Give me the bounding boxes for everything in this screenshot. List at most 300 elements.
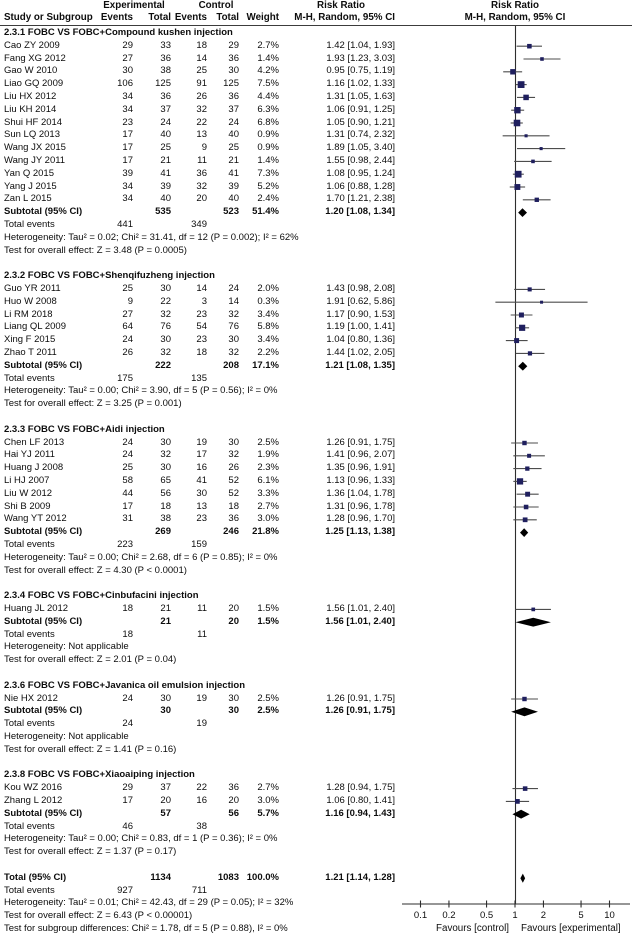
exp-events: 25 [122,462,133,474]
col-risk-ratio-plot: Risk Ratio [491,0,539,11]
stat-note: Test for subgroup differences: Chi² = 1.78, df = 5 (P = 0.88), I² = 0% [4,923,288,934]
ctrl-events-sum: 38 [196,820,207,832]
risk-ratio-ci: 1.20 [1.08, 1.34] [325,206,395,218]
weight: 0.9% [257,142,279,154]
ctrl-events-sum: 19 [196,718,207,730]
exp-events: 25 [122,283,133,294]
exp-events-sum: 441 [117,219,133,230]
risk-ratio-ci: 1.89 [1.05, 3.40] [326,142,395,154]
exp-total: 30 [160,705,171,717]
stat-note: Heterogeneity: Tau² = 0.02; Chi² = 31.41, df = 12 (P = 0.002); I² = 62% [4,231,299,243]
ctrl-events-sum: 349 [191,219,207,230]
ctrl-total: 36 [228,52,239,64]
exp-total: 1134 [150,871,171,883]
exp-total: 24 [160,116,171,128]
risk-ratio-ci: 1.16 [1.02, 1.33] [326,78,395,90]
exp-total: 22 [160,295,171,307]
effect-square [535,198,539,202]
effect-square [514,107,520,113]
ctrl-total: 20 [228,615,239,627]
exp-events: 34 [122,193,133,205]
risk-ratio-ci: 1.56 [1.01, 2.40] [326,603,395,614]
ctrl-total: 36 [228,513,239,525]
ctrl-total: 29 [228,39,239,51]
ctrl-events-sum: 159 [191,539,207,550]
risk-ratio-ci: 1.06 [0.80, 1.41] [326,795,395,806]
ctrl-events: 19 [196,692,207,704]
exp-events: 34 [122,180,133,192]
weight: 2.5% [257,705,279,717]
risk-ratio-ci: 1.08 [0.95, 1.24] [326,167,395,179]
ctrl-total: 20 [228,795,239,806]
weight: 2.7% [257,500,279,512]
ctrl-events: 23 [196,308,207,320]
stat-note: Test for overall effect: Z = 6.43 (P < 0.00001) [4,910,193,922]
ctrl-total: 30 [228,436,239,448]
risk-ratio-ci: 1.31 [1.05, 1.63] [326,91,395,102]
ctrl-total: 30 [228,705,239,717]
effect-square [525,134,528,137]
exp-total: 56 [160,487,171,499]
weight: 21.8% [252,526,279,538]
weight: 2.2% [257,347,279,358]
exp-total: 76 [160,321,171,333]
exp-events: 64 [122,321,133,333]
ctrl-events: 13 [196,500,207,512]
exp-events: 29 [122,782,133,794]
subgroup-heading-label: 2.3.4 FOBC VS FOBC+Cinbufacini injection [4,590,199,602]
study-id: Huang J 2008 [4,462,64,474]
total-events-label: Total events [4,628,55,640]
study-id: Huang JL 2012 [4,603,69,614]
weight: 2.4% [257,193,279,205]
ctrl-total: 125 [223,78,239,90]
exp-events-sum: 46 [122,820,133,832]
ctrl-total: 18 [228,500,239,512]
exp-total: 30 [160,436,171,448]
study-id: Kou WZ 2016 [4,782,63,794]
ctrl-total: 208 [223,359,239,371]
study-id: Yan Q 2015 [4,167,55,179]
exp-total: 32 [160,308,171,320]
exp-total: 36 [160,52,171,64]
exp-events: 24 [122,449,133,461]
effect-square [527,454,531,458]
col-method-plot: M-H, Random, 95% CI [464,12,566,23]
study-id: Xing F 2015 [4,334,56,346]
weight: 0.9% [257,129,279,141]
ctrl-total: 52 [228,475,239,486]
exp-events: 27 [122,52,133,64]
effect-square [517,478,523,484]
effect-square [522,441,526,445]
effect-square [518,81,525,88]
risk-ratio-ci: 1.16 [0.94, 1.43] [325,807,395,819]
col-ctrl-events: Events [174,12,207,23]
weight: 1.5% [257,603,279,614]
subgroup-heading-label: 2.3.6 FOBC VS FOBC+Javanica oil emulsion injection [4,679,245,691]
weight: 3.0% [257,513,279,525]
ctrl-events: 32 [196,180,207,192]
exp-events: 39 [122,167,133,179]
exp-total: 535 [155,206,171,218]
exp-total: 39 [160,180,171,192]
col-ctrl-total: Total [216,12,239,23]
exp-events: 58 [122,475,133,486]
ctrl-events: 20 [196,193,207,205]
ctrl-total: 24 [228,283,239,294]
risk-ratio-ci: 1.21 [1.08, 1.35] [325,359,395,371]
risk-ratio-ci: 1.56 [1.01, 2.40] [325,615,395,627]
subgroup-heading-label: 2.3.2 FOBC VS FOBC+Shenqifuzheng injection [4,270,215,282]
risk-ratio-ci: 1.06 [0.88, 1.28] [326,180,395,192]
effect-square [531,608,535,612]
ctrl-events: 23 [196,513,207,525]
total-events-label: Total events [4,884,55,896]
study-id: Chen LF 2013 [4,436,65,448]
exp-total: 32 [160,347,171,358]
effect-square [528,351,532,355]
col-risk-ratio-text: Risk Ratio [317,0,365,11]
exp-total: 38 [160,65,171,77]
col-exp-events: Events [100,12,133,23]
exp-events: 34 [122,103,133,115]
ctrl-events: 17 [196,449,207,461]
favours-control-label: Favours [control] [436,923,509,934]
ctrl-events: 11 [197,603,207,614]
study-id: Huo W 2008 [4,295,57,307]
stat-note: Test for overall effect: Z = 2.01 (P = 0.04) [4,654,177,666]
exp-events-sum: 24 [122,718,133,730]
effect-square [525,492,530,497]
weight: 1.9% [257,449,279,461]
stat-note: Heterogeneity: Tau² = 0.00; Chi² = 0.83, df = 1 (P = 0.36); I² = 0% [4,833,278,845]
ctrl-total: 37 [228,103,239,115]
exp-events: 34 [122,91,133,102]
ctrl-events: 30 [196,487,207,499]
x-tick-label: 5 [578,910,584,921]
exp-events: 29 [122,39,133,51]
exp-total: 30 [160,334,171,346]
effect-square [519,313,524,318]
exp-events: 31 [122,513,133,525]
risk-ratio-ci: 1.21 [1.14, 1.28] [325,871,395,883]
effect-square [515,171,522,178]
exp-total: 57 [160,807,171,819]
ctrl-total: 36 [228,91,239,102]
weight: 1.5% [257,615,279,627]
ctrl-total: 14 [228,295,239,307]
ctrl-events: 36 [196,167,207,179]
ctrl-total: 32 [228,347,239,358]
pooled-label: Total (95% CI) [4,871,67,883]
exp-events: 106 [117,78,133,90]
pooled-label: Subtotal (95% CI) [4,615,83,627]
effect-square [540,57,544,61]
ctrl-events: 16 [196,795,207,806]
ctrl-total: 21 [228,155,239,166]
risk-ratio-ci: 1.26 [0.91, 1.75] [326,436,395,448]
risk-ratio-ci: 1.70 [1.21, 2.38] [326,193,395,205]
effect-square [531,160,535,164]
ctrl-total: 20 [228,603,239,614]
exp-events: 30 [122,65,133,77]
exp-events: 26 [122,347,133,358]
weight: 17.1% [252,359,279,371]
pooled-label: Subtotal (95% CI) [4,526,83,538]
study-id: Gao W 2010 [4,65,58,77]
exp-total: 269 [155,526,171,538]
subgroup-heading-label: 2.3.1 FOBC VS FOBC+Compound kushen injection [4,27,233,38]
x-tick-label: 0.2 [442,910,456,921]
ctrl-total: 30 [228,692,239,704]
weight: 51.4% [252,206,279,218]
pooled-label: Subtotal (95% CI) [4,807,83,819]
exp-events: 17 [122,795,133,806]
ctrl-events: 18 [196,39,207,51]
x-tick-label: 1 [512,910,518,921]
ctrl-total: 246 [223,526,239,538]
exp-total: 21 [160,155,171,166]
weight: 2.3% [257,462,279,474]
ctrl-total: 32 [228,449,239,461]
total-events-label: Total events [4,820,55,832]
exp-events-sum: 927 [117,884,133,896]
ctrl-total: 523 [223,206,239,218]
effect-square [514,120,521,127]
pooled-label: Subtotal (95% CI) [4,359,83,371]
study-id: Nie HX 2012 [4,692,58,704]
risk-ratio-ci: 1.36 [1.04, 1.78] [326,487,395,499]
ctrl-events: 11 [197,155,207,166]
ctrl-total: 40 [228,193,239,205]
exp-total: 21 [160,615,171,627]
effect-square [523,517,528,522]
ctrl-total: 30 [228,334,239,346]
ctrl-total: 25 [228,142,239,154]
exp-total: 18 [160,500,171,512]
effect-square [525,466,529,470]
risk-ratio-ci: 1.43 [0.98, 2.08] [326,283,395,294]
exp-total: 25 [160,142,171,154]
exp-total: 30 [160,692,171,704]
study-id: Zhao T 2011 [4,347,57,358]
study-id: Guo YR 2011 [4,283,61,294]
risk-ratio-ci: 1.19 [1.00, 1.41] [326,321,395,333]
exp-total: 30 [160,283,171,294]
risk-ratio-ci: 1.35 [0.96, 1.91] [326,462,395,474]
col-method-text: M-H, Random, 95% CI [294,12,395,23]
total-events-label: Total events [4,718,55,730]
ctrl-events: 3 [201,295,207,307]
effect-square [523,95,529,101]
study-id: Wang YT 2012 [4,513,67,525]
exp-events-sum: 175 [117,372,133,384]
exp-events-sum: 18 [122,628,133,640]
risk-ratio-ci: 1.55 [0.98, 2.44] [326,155,395,166]
risk-ratio-ci: 1.28 [0.96, 1.70] [326,513,395,525]
stat-note: Test for overall effect: Z = 1.41 (P = 0.16) [4,743,177,755]
exp-events: 24 [122,692,133,704]
weight: 1.4% [257,155,279,166]
exp-events: 24 [122,334,133,346]
stat-note: Heterogeneity: Tau² = 0.00; Chi² = 2.68, df = 6 (P = 0.85); I² = 0% [4,551,278,563]
stat-note: Heterogeneity: Not applicable [4,731,129,742]
study-id: Liao GQ 2009 [4,78,64,90]
study-id: Sun LQ 2013 [4,129,60,141]
exp-events: 18 [122,603,133,614]
risk-ratio-ci: 0.95 [0.75, 1.19] [326,65,395,77]
exp-total: 40 [160,129,171,141]
ctrl-events: 26 [196,91,207,102]
weight: 2.7% [257,39,279,51]
study-id: Cao ZY 2009 [4,39,60,51]
study-id: Liu HX 2012 [4,91,57,102]
risk-ratio-ci: 1.04 [0.80, 1.36] [326,334,395,346]
effect-square [514,184,520,190]
exp-total: 33 [160,39,171,51]
subtotal-diamond [520,528,528,537]
exp-events: 17 [122,129,133,141]
stat-note: Heterogeneity: Not applicable [4,641,129,653]
exp-events: 17 [122,500,133,512]
total-events-label: Total events [4,372,55,384]
risk-ratio-ci: 1.25 [1.13, 1.38] [325,526,395,538]
study-id: Shi B 2009 [4,500,51,512]
exp-events: 17 [122,142,133,154]
total-events-label: Total events [4,219,55,230]
weight: 2.7% [257,782,279,794]
exp-total: 21 [160,603,171,614]
effect-square [523,786,528,791]
ctrl-total: 30 [228,65,239,77]
ctrl-events: 23 [196,334,207,346]
weight: 3.4% [257,308,279,320]
exp-events-sum: 223 [117,539,133,550]
ctrl-events: 25 [196,65,207,77]
stat-note: Heterogeneity: Tau² = 0.00; Chi² = 3.90, df = 5 (P = 0.56); I² = 0% [4,385,278,397]
exp-total: 41 [160,167,171,179]
x-tick-label: 0.5 [479,910,494,921]
exp-total: 65 [160,475,171,486]
x-tick-label: 0.1 [413,910,428,921]
ctrl-events: 16 [196,462,207,474]
exp-events: 9 [127,295,133,307]
exp-total: 36 [160,91,171,102]
study-id: Wang JX 2015 [4,142,66,154]
study-id: Zan L 2015 [4,193,52,205]
ctrl-total: 40 [228,129,239,141]
weight: 7.5% [257,78,279,90]
ctrl-events-sum: 135 [191,372,207,384]
ctrl-events-sum: 11 [197,628,207,640]
study-id: Zhang L 2012 [4,795,63,806]
ctrl-events: 19 [196,436,207,448]
weight: 4.2% [257,65,279,77]
subtotal-diamond [515,618,551,627]
risk-ratio-ci: 1.44 [1.02, 2.05] [326,347,395,358]
risk-ratio-ci: 1.42 [1.04, 1.93] [326,39,395,51]
effect-square [514,338,519,343]
ctrl-events: 91 [196,78,207,90]
study-id: Shui HF 2014 [4,116,63,128]
exp-total: 125 [155,78,171,90]
subgroup-heading-label: 2.3.8 FOBC VS FOBC+Xiaoaiping injection [4,769,195,781]
ctrl-total: 24 [228,116,239,128]
study-id: Li RM 2018 [4,308,53,320]
weight: 7.3% [257,167,279,179]
stat-note: Test for overall effect: Z = 3.48 (P = 0.0005) [4,244,187,256]
favours-experimental-label: Favours [experimental] [521,923,621,934]
risk-ratio-ci: 1.31 [0.96, 1.78] [326,500,395,512]
weight: 4.4% [257,91,279,102]
ctrl-events: 9 [201,142,207,154]
exp-total: 37 [160,103,171,115]
ctrl-total: 52 [228,487,239,499]
study-id: Liang QL 2009 [4,321,66,333]
pooled-label: Subtotal (95% CI) [4,206,83,218]
study-id: Liu W 2012 [4,487,53,499]
weight: 6.8% [257,116,279,128]
exp-events: 44 [122,487,133,499]
risk-ratio-ci: 1.91 [0.62, 5.86] [326,295,395,307]
weight: 3.4% [257,334,279,346]
subtotal-diamond [518,362,527,371]
weight: 3.3% [257,487,279,499]
weight: 2.5% [257,436,279,448]
exp-events: 17 [122,155,133,166]
ctrl-total: 1083 [217,871,239,883]
study-id: Li HJ 2007 [4,475,50,486]
exp-events: 24 [122,436,133,448]
weight: 5.8% [257,321,279,333]
ctrl-total: 26 [228,462,239,474]
col-study: Study or Subgroup [4,12,93,23]
ctrl-events: 54 [196,321,207,333]
risk-ratio-ci: 1.31 [0.74, 2.32] [326,129,395,141]
effect-square [528,287,532,291]
effect-square [510,69,515,74]
exp-total: 20 [160,795,171,806]
weight: 5.7% [257,807,279,819]
pooled-label: Subtotal (95% CI) [4,705,83,717]
stat-note: Test for overall effect: Z = 3.25 (P = 0.001) [4,398,182,410]
effect-square [540,147,543,150]
effect-square [519,325,525,331]
ctrl-events: 14 [196,283,207,294]
exp-total: 40 [160,193,171,205]
effect-square [522,697,526,701]
weight: 1.4% [257,52,279,64]
study-id: Liu KH 2014 [4,103,57,115]
ctrl-events: 13 [196,129,207,141]
ctrl-events: 32 [196,103,207,115]
risk-ratio-ci: 1.05 [0.90, 1.21] [326,116,395,128]
study-id: Wang JY 2011 [4,155,66,166]
ctrl-total: 56 [228,807,239,819]
ctrl-events: 41 [196,475,207,486]
risk-ratio-ci: 1.06 [0.91, 1.25] [326,103,395,115]
exp-events: 23 [122,116,133,128]
exp-total: 30 [160,462,171,474]
risk-ratio-ci: 1.26 [0.91, 1.75] [326,692,395,704]
stat-note: Test for overall effect: Z = 4.30 (P < 0.0001) [4,564,187,576]
exp-events: 27 [122,308,133,320]
risk-ratio-ci: 1.28 [0.94, 1.75] [326,782,395,794]
ctrl-total: 76 [228,321,239,333]
effect-square [515,799,520,804]
stat-note: Test for overall effect: Z = 1.37 (P = 0.17) [4,846,177,858]
